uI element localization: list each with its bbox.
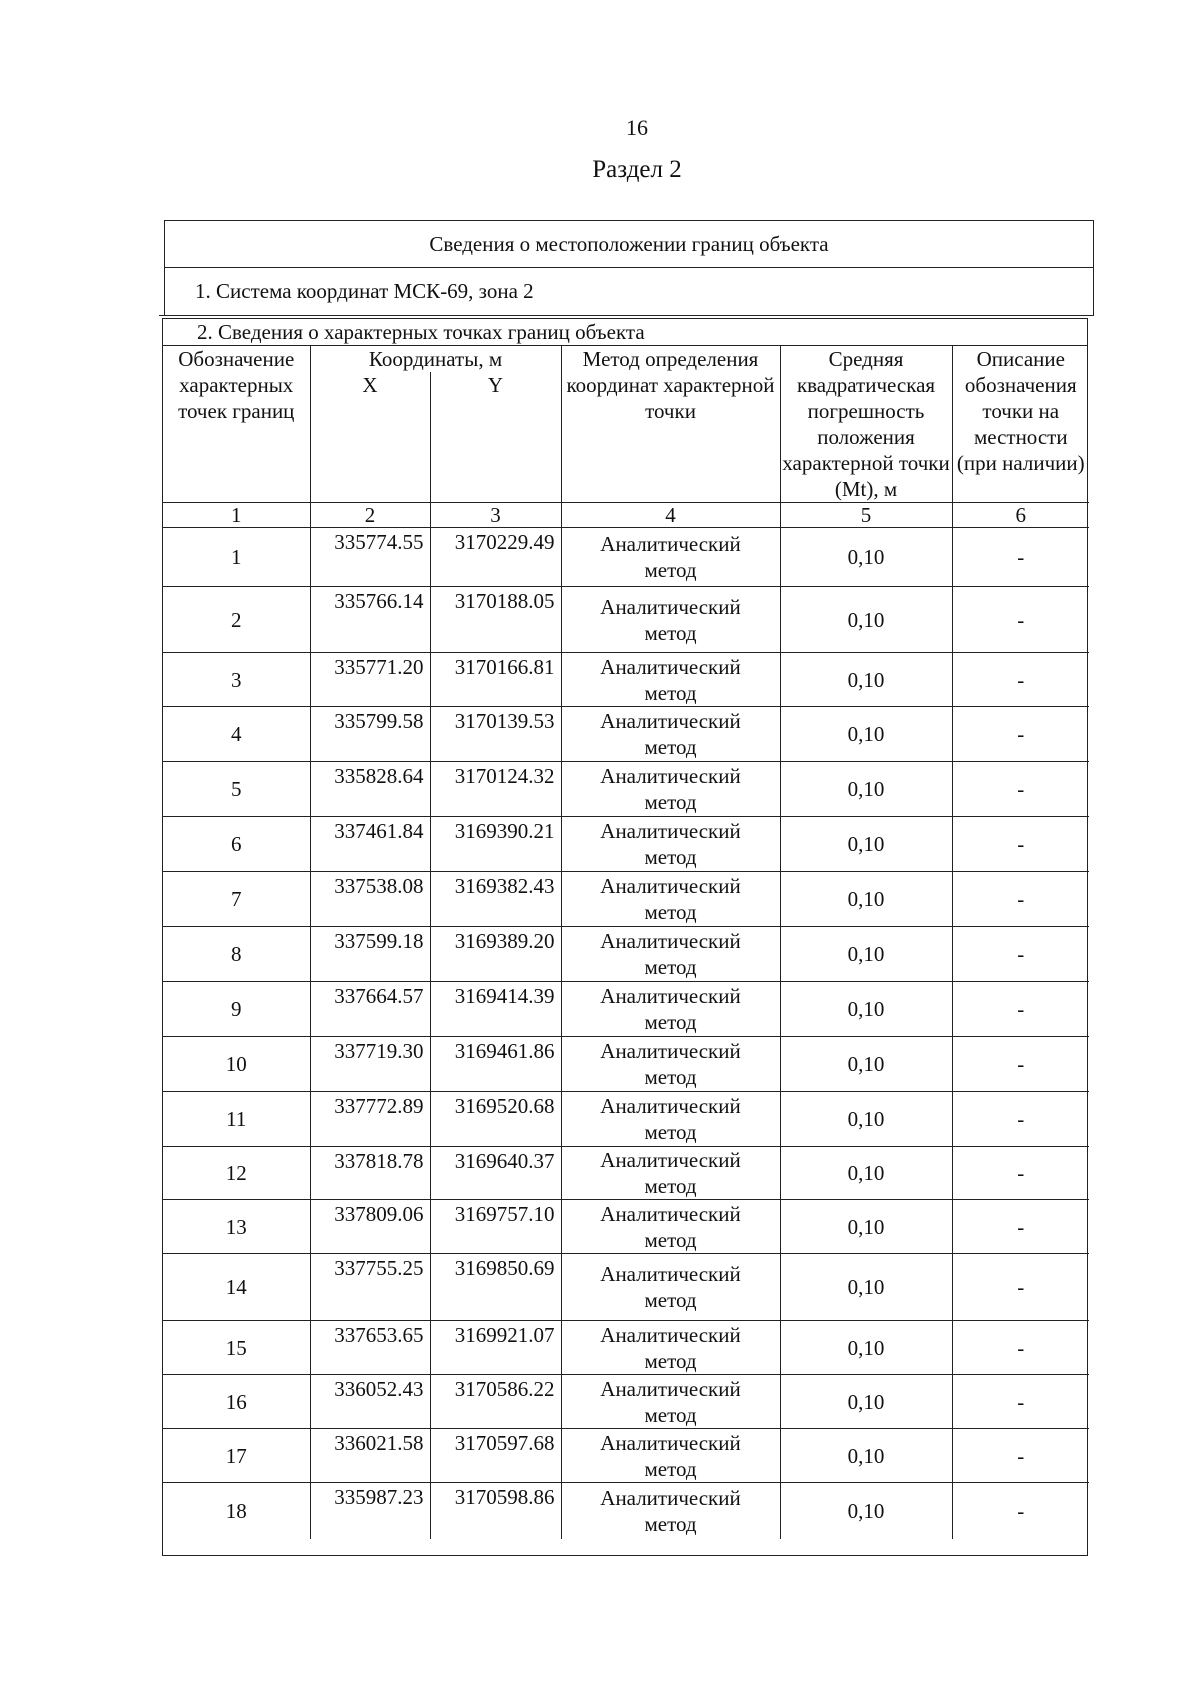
method-text: Аналитический <box>600 1094 741 1118</box>
method-cell <box>561 927 780 982</box>
column-number: 5 <box>780 503 952 528</box>
x-coordinate-cell: 337599.18 <box>310 927 430 982</box>
y-coordinate-cell: 3169414.39 <box>430 982 561 1037</box>
table-row <box>163 1037 1089 1092</box>
method-cell <box>561 982 780 1037</box>
table-row <box>163 982 1089 1037</box>
coordinate-system-label: 1. Система координат МСК-69, зона 2 <box>164 267 1094 316</box>
header-y: Y <box>430 372 561 503</box>
method-text: Аналитический <box>600 1148 741 1172</box>
method-cell <box>561 1037 780 1092</box>
description-cell: - <box>952 1200 1089 1254</box>
y-coordinate-cell: 3170139.53 <box>430 707 561 762</box>
x-coordinate-cell: 337538.08 <box>310 872 430 927</box>
description-cell: - <box>952 1037 1089 1092</box>
y-coordinate-cell: 3170598.86 <box>430 1483 561 1539</box>
y-coordinate-cell: 3169921.07 <box>430 1321 561 1375</box>
method-text: Аналитический <box>600 709 741 733</box>
y-coordinate-cell: 3169520.68 <box>430 1092 561 1147</box>
error-cell: 0,10 <box>780 927 952 982</box>
description-cell: - <box>952 587 1089 653</box>
x-coordinate-cell: 337818.78 <box>310 1147 430 1200</box>
method-text: Аналитический <box>600 874 741 898</box>
column-number: 2 <box>310 503 430 528</box>
table-row <box>163 707 1089 762</box>
error-cell: 0,10 <box>780 1147 952 1200</box>
method-cell <box>561 528 780 587</box>
method-text: Аналитический <box>600 764 741 788</box>
method-text: метод <box>644 790 697 814</box>
y-coordinate-cell: 3170229.49 <box>430 528 561 587</box>
point-number-cell: 3 <box>163 653 310 707</box>
y-coordinate-cell: 3169640.37 <box>430 1147 561 1200</box>
y-coordinate-cell: 3169382.43 <box>430 872 561 927</box>
method-text: Аналитический <box>600 1262 741 1286</box>
x-coordinate-cell: 337719.30 <box>310 1037 430 1092</box>
point-number-cell: 17 <box>163 1429 310 1483</box>
point-number-cell: 13 <box>163 1200 310 1254</box>
method-text: Аналитический <box>600 984 741 1008</box>
method-cell <box>561 762 780 817</box>
column-number: 4 <box>561 503 780 528</box>
description-cell: - <box>952 1147 1089 1200</box>
description-cell: - <box>952 1321 1089 1375</box>
x-coordinate-cell: 337664.57 <box>310 982 430 1037</box>
error-cell: 0,10 <box>780 1037 952 1092</box>
error-cell: 0,10 <box>780 1254 952 1321</box>
method-cell <box>561 1375 780 1429</box>
y-coordinate-cell: 3170597.68 <box>430 1429 561 1483</box>
table-row <box>163 1254 1089 1321</box>
method-text: Аналитический <box>600 594 741 619</box>
y-coordinate-cell: 3169757.10 <box>430 1200 561 1254</box>
method-text: Аналитический <box>600 1376 741 1401</box>
method-cell <box>561 872 780 927</box>
table-row <box>163 653 1089 707</box>
method-cell <box>561 653 780 707</box>
point-number-cell: 18 <box>163 1483 310 1539</box>
description-cell: - <box>952 817 1089 872</box>
description-cell: - <box>952 762 1089 817</box>
method-text: метод <box>644 1348 697 1373</box>
y-coordinate-cell: 3169850.69 <box>430 1254 561 1321</box>
point-number-cell: 15 <box>163 1321 310 1375</box>
x-coordinate-cell: 335774.55 <box>310 528 430 587</box>
point-number-cell: 14 <box>163 1254 310 1321</box>
box-title: Сведения о местоположении границ объекта <box>164 220 1094 268</box>
description-cell: - <box>952 982 1089 1037</box>
page-number: 16 <box>626 115 648 140</box>
y-coordinate-cell: 3170166.81 <box>430 653 561 707</box>
point-number-cell: 10 <box>163 1037 310 1092</box>
x-coordinate-cell: 337772.89 <box>310 1092 430 1147</box>
method-text: метод <box>644 1456 697 1481</box>
description-cell: - <box>952 528 1089 587</box>
method-text: метод <box>644 558 697 582</box>
y-coordinate-cell: 3169390.21 <box>430 817 561 872</box>
x-coordinate-cell: 335987.23 <box>310 1483 430 1539</box>
point-number-cell: 12 <box>163 1147 310 1200</box>
x-coordinate-cell: 337809.06 <box>310 1200 430 1254</box>
method-text: Аналитический <box>600 654 741 679</box>
method-cell <box>561 1147 780 1200</box>
table-row <box>163 528 1089 587</box>
point-number-cell: 11 <box>163 1092 310 1147</box>
method-text: Аналитический <box>600 1430 741 1455</box>
header-coordinates: Координаты, м <box>310 346 561 372</box>
y-coordinate-cell: 3170188.05 <box>430 587 561 653</box>
method-cell <box>561 1483 780 1539</box>
error-cell: 0,10 <box>780 528 952 587</box>
table-row <box>163 1147 1089 1200</box>
error-cell: 0,10 <box>780 762 952 817</box>
method-text: метод <box>644 900 697 924</box>
description-cell: - <box>952 1429 1089 1483</box>
description-cell: - <box>952 927 1089 982</box>
method-text: метод <box>644 1511 697 1536</box>
error-cell: 0,10 <box>780 982 952 1037</box>
method-text: Аналитический <box>600 1039 741 1063</box>
table-row <box>163 872 1089 927</box>
table-row <box>163 1375 1089 1429</box>
method-text: Аналитический <box>600 1485 741 1510</box>
x-coordinate-cell: 337653.65 <box>310 1321 430 1375</box>
method-text: Аналитический <box>600 929 741 953</box>
error-cell: 0,10 <box>780 1375 952 1429</box>
table-row <box>163 1429 1089 1483</box>
header-description: Описание обозначения точки на местности (при наличии) <box>952 346 1089 503</box>
method-cell <box>561 1200 780 1254</box>
x-coordinate-cell: 337461.84 <box>310 817 430 872</box>
header-designation: Обозначение характерных точек границ <box>163 346 310 503</box>
x-coordinate-cell: 337755.25 <box>310 1254 430 1321</box>
error-cell: 0,10 <box>780 1321 952 1375</box>
table-row <box>163 1200 1089 1254</box>
method-cell <box>561 1092 780 1147</box>
header-error: Средняя квадратическая погрешность положения характерной точки (Mt), м <box>780 346 952 503</box>
boundary-points-table-container <box>162 318 1088 1556</box>
description-cell: - <box>952 653 1089 707</box>
y-coordinate-cell: 3170124.32 <box>430 762 561 817</box>
method-text: Аналитический <box>600 1201 741 1226</box>
point-number-cell: 9 <box>163 982 310 1037</box>
description-cell: - <box>952 1483 1089 1539</box>
error-cell: 0,10 <box>780 1200 952 1254</box>
table-row <box>163 817 1089 872</box>
method-text: метод <box>644 1010 697 1034</box>
method-cell <box>561 587 780 653</box>
header-x: X <box>310 372 430 503</box>
method-text: метод <box>644 1402 697 1427</box>
description-cell: - <box>952 1254 1089 1321</box>
y-coordinate-cell: 3169389.20 <box>430 927 561 982</box>
method-cell <box>561 817 780 872</box>
error-cell: 0,10 <box>780 707 952 762</box>
method-text: метод <box>644 1288 697 1312</box>
description-cell: - <box>952 1375 1089 1429</box>
description-cell: - <box>952 872 1089 927</box>
point-number-cell: 4 <box>163 707 310 762</box>
y-coordinate-cell: 3170586.22 <box>430 1375 561 1429</box>
x-coordinate-cell: 335766.14 <box>310 587 430 653</box>
column-number: 1 <box>163 503 310 528</box>
error-cell: 0,10 <box>780 1092 952 1147</box>
method-text: метод <box>644 620 697 645</box>
table-row <box>163 927 1089 982</box>
method-text: метод <box>644 1227 697 1252</box>
table-row <box>163 1321 1089 1375</box>
method-text: метод <box>644 1120 697 1144</box>
x-coordinate-cell: 335771.20 <box>310 653 430 707</box>
method-text: Аналитический <box>600 532 741 556</box>
header-method: Метод определения координат характерной точки <box>561 346 780 503</box>
point-number-cell: 5 <box>163 762 310 817</box>
point-number-cell: 7 <box>163 872 310 927</box>
method-text: метод <box>644 955 697 979</box>
table-row <box>163 762 1089 817</box>
method-text: метод <box>644 680 697 705</box>
point-number-cell: 16 <box>163 1375 310 1429</box>
method-cell <box>561 1254 780 1321</box>
table-caption: 2. Сведения о характерных точках границ объекта <box>163 319 1087 346</box>
method-cell <box>561 1429 780 1483</box>
error-cell: 0,10 <box>780 653 952 707</box>
y-coordinate-cell: 3169461.86 <box>430 1037 561 1092</box>
section-title: Раздел 2 <box>592 156 682 183</box>
table-row <box>163 1483 1089 1539</box>
point-number-cell: 6 <box>163 817 310 872</box>
error-cell: 0,10 <box>780 1429 952 1483</box>
method-text: Аналитический <box>600 1322 741 1347</box>
table-row <box>163 1092 1089 1147</box>
column-number: 3 <box>430 503 561 528</box>
method-cell <box>561 707 780 762</box>
description-cell: - <box>952 1092 1089 1147</box>
x-coordinate-cell: 335828.64 <box>310 762 430 817</box>
method-text: метод <box>644 845 697 869</box>
method-text: метод <box>644 1174 697 1198</box>
description-cell: - <box>952 707 1089 762</box>
method-text: метод <box>644 1065 697 1089</box>
x-coordinate-cell: 336052.43 <box>310 1375 430 1429</box>
method-text: Аналитический <box>600 819 741 843</box>
error-cell: 0,10 <box>780 817 952 872</box>
error-cell: 0,10 <box>780 872 952 927</box>
method-text: метод <box>644 735 697 759</box>
boundary-points-table <box>163 346 1089 1539</box>
method-cell <box>561 1321 780 1375</box>
point-number-cell: 1 <box>163 528 310 587</box>
error-cell: 0,10 <box>780 587 952 653</box>
table-row <box>163 587 1089 653</box>
x-coordinate-cell: 336021.58 <box>310 1429 430 1483</box>
point-number-cell: 8 <box>163 927 310 982</box>
column-number: 6 <box>952 503 1089 528</box>
error-cell: 0,10 <box>780 1483 952 1539</box>
point-number-cell: 2 <box>163 587 310 653</box>
x-coordinate-cell: 335799.58 <box>310 707 430 762</box>
